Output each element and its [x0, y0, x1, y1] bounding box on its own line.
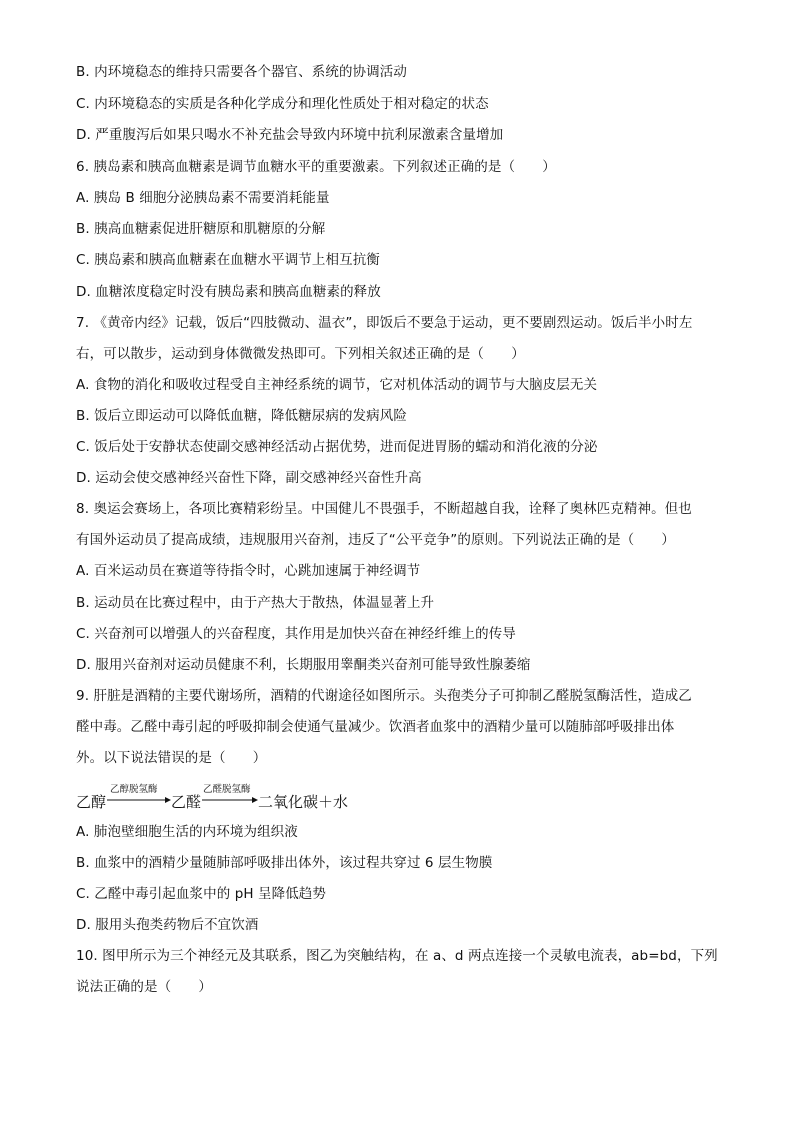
question-9-stem-line3: 外。以下说法错误的是（ ） [76, 750, 267, 766]
option-9d: D. 服用头孢类药物后不宜饮酒 [76, 917, 259, 933]
option-6b: B. 胰高血糖素促进肝糖原和肌糖原的分解 [76, 221, 326, 237]
option-8d: D. 服用兴奋剂对运动员健康不利，长期服用睾酮类兴奋剂可能导致性腺萎缩 [76, 657, 531, 673]
option-6c: C. 胰岛素和胰高血糖素在血糖水平调节上相互抗衡 [76, 252, 380, 268]
question-7-stem-line1: 7. 《黄帝内经》记载，饭后“四肢微动、温衣”，即饭后不要急于运动，更不要剧烈运动。饭后半小时左 [76, 315, 693, 331]
question-6-stem: 6. 胰岛素和胰高血糖素是调节血糖水平的重要激素。下列叙述正确的是（ ） [76, 159, 556, 175]
option-8a: A. 百米运动员在赛道等待指令时，心跳加速属于神经调节 [76, 563, 421, 579]
option-7a: A. 食物的消化和吸收过程受自主神经系统的调节，它对机体活动的调节与大脑皮层无关 [76, 377, 598, 393]
option-9a: A. 肺泡壁细胞生活的内环境为组织液 [76, 824, 298, 840]
option-9c: C. 乙醛中毒引起血浆中的 pH 呈降低趋势 [76, 886, 327, 902]
question-10-stem-line2: 说法正确的是（ ） [76, 979, 212, 995]
compound-acetaldehyde: 乙醛 [171, 793, 202, 811]
enzyme-alcohol-dehydrogenase: 乙醇脱氢酶 [110, 784, 158, 795]
option-5c: C. 内环境稳态的实质是各种化学成分和理化性质处于相对稳定的状态 [76, 96, 489, 112]
option-8b: B. 运动员在比赛过程中，由于产热大于散热，体温显著上升 [76, 595, 435, 611]
question-9-stem-line1: 9. 肝脏是酒精的主要代谢场所，酒精的代谢途径如图所示。头孢类分子可抑制乙醛脱氢酶活性，造成乙 [76, 688, 692, 704]
question-10-stem-line1: 10. 图甲所示为三个神经元及其联系，图乙为突触结构，在 a、d 两点连接一个灵敏电流表，ab=bd，下列 [76, 948, 718, 964]
question-9-stem-line2: 醛中毒。乙醛中毒引起的呼吸抑制会使通气量减少。饮酒者血浆中的酒精少量可以随肺部呼吸排出体 [76, 719, 675, 735]
enzyme-acetaldehyde-dehydrogenase: 乙醛脱氢酶 [203, 784, 251, 795]
option-6a: A. 胰岛 B 细胞分泌胰岛素不需要消耗能量 [76, 190, 330, 206]
option-7c: C. 饭后处于安静状态使副交感神经活动占据优势，进而促进胃肠的蠕动和消化液的分泌 [76, 439, 598, 455]
option-5d: D. 严重腹泻后如果只喝水不补充盐会导致内环境中抗利尿激素含量增加 [76, 127, 504, 143]
question-8-stem-line1: 8. 奥运会赛场上，各项比赛精彩纷呈。中国健儿不畏强手，不断超越自我，诠释了奥林匹克精神。但也 [76, 501, 692, 517]
question-8-stem-line2: 有国外运动员了提高成绩，违规服用兴奋剂，违反了“公平竞争”的原则。下列说法正确的是（ ） [76, 532, 675, 548]
option-7b: B. 饭后立即运动可以降低血糖，降低糖尿病的发病风险 [76, 408, 407, 424]
compound-co2-water: 二氧化碳＋水 [258, 793, 349, 811]
option-5b: B. 内环境稳态的维持只需要各个器官、系统的协调活动 [76, 64, 407, 80]
option-7d: D. 运动会使交感神经兴奋性下降，副交感神经兴奋性升高 [76, 470, 422, 486]
option-6d: D. 血糖浓度稳定时没有胰岛素和胰高血糖素的释放 [76, 284, 381, 300]
option-8c: C. 兴奋剂可以增强人的兴奋程度，其作用是加快兴奋在神经纤维上的传导 [76, 626, 516, 642]
option-9b: B. 血浆中的酒精少量随肺部呼吸排出体外，该过程共穿过 6 层生物膜 [76, 855, 493, 871]
question-7-stem-line2: 右，可以散步，运动到身体微微发热即可。下列相关叙述正确的是（ ） [76, 346, 525, 362]
alcohol-metabolism-pathway [76, 784, 376, 818]
compound-ethanol: 乙醇 [76, 793, 107, 811]
